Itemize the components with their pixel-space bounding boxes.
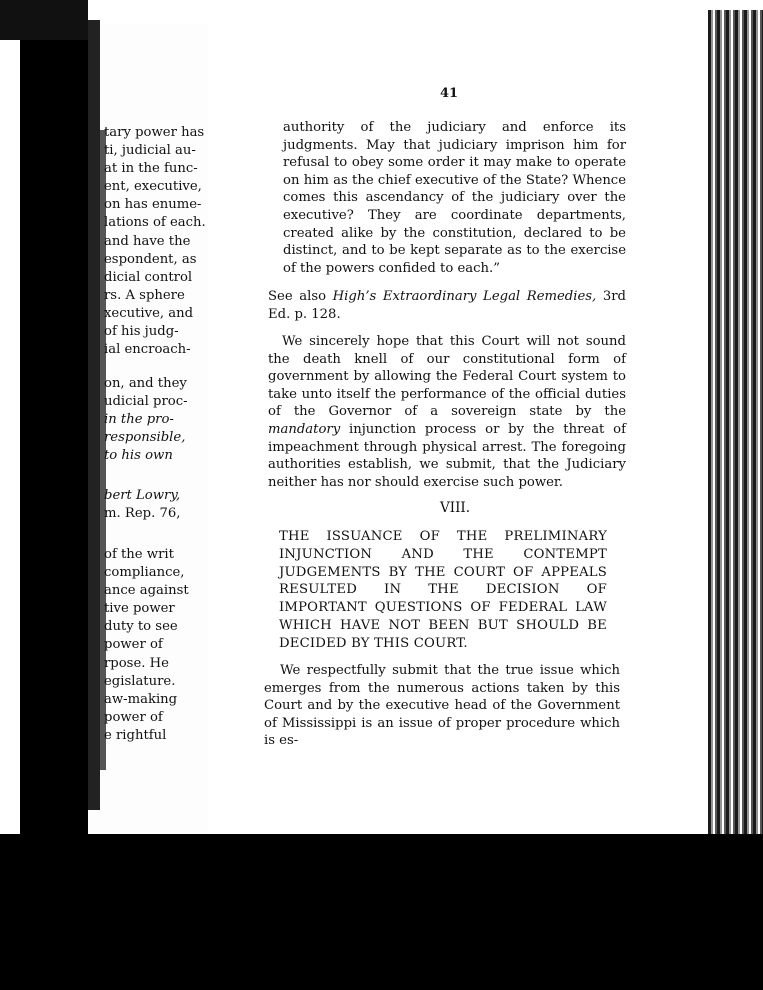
fragment-line: of the writ (104, 547, 174, 562)
facing-fragments-block-c (104, 487, 180, 523)
facing-fragments-block-b (104, 375, 188, 465)
para1-text-a: We sincerely hope that this Court will not sound the death knell of our constitutional form of government by allowing the Federal Court system to take unto itself the performance of the official duties of the Governor of a sovereign state by the (268, 334, 626, 420)
see-also-citation (268, 288, 626, 323)
see-also-title: High’s Extraordinary Legal Remedies, (332, 289, 597, 304)
fragment-line: on has enume- (104, 197, 202, 213)
scan-left-top (0, 0, 88, 40)
fragment-line: espondent, as (104, 251, 197, 267)
see-also-suffix: 3rd Ed. p. 128. (268, 289, 626, 322)
fragment-line: compliance, (104, 565, 185, 581)
fragment-line: on, and they (104, 376, 187, 391)
fragment-line: rpose. He (104, 655, 169, 671)
fragment-line: ti, judicial au- (104, 143, 196, 159)
fragment-line: lations of each. (104, 215, 206, 231)
para1-emphasis: mandatory (268, 421, 341, 437)
fragment-line: power of (104, 637, 163, 653)
fragment-line: ial encroach- (104, 342, 191, 358)
book-gutter (88, 20, 100, 810)
fragment-line: tive power (104, 601, 175, 617)
para1-text-b: injunction process or by the threat of impeachment through physical arrest. The foregoing authorities establish, we submit, that the Judiciary neither has nor should exercise such power. (268, 421, 626, 490)
fragment-line: m. Rep. 76, (104, 506, 181, 522)
fragment-line: udicial proc- (104, 394, 188, 410)
quote-paragraph: authority of the judiciary and enforce its judgments. May that judiciary imprison him for refusal to obey some order it may make to operate on him as the chief executive of the State? Whence comes this ascendancy of the judiciary over the executive? They are coordinate departments, created alike by the constitution, declared to be distinct, and to be kept separate as to the exercise of the powers confided to each.” (283, 120, 626, 276)
fragment-line: e rightful (104, 727, 167, 743)
fragment-line: bert Lowry, (104, 488, 181, 503)
fragment-line: power of (104, 709, 163, 725)
facing-fragments-block-d (104, 546, 189, 745)
fragment-line: at in the func- (104, 161, 198, 177)
section-heading: VIII. (440, 500, 471, 516)
section-title: THE ISSUANCE OF THE PRELIMINARY INJUNCTION AND THE CONTEMPT JUDGEMENTS BY THE COURT OF APPEALS RESULTED IN THE DECISION OF IMPORTANT QUESTIONS OF FEDERAL LAW WHICH HAVE NOT BEEN BUT SHOULD BE DECIDED BY THIS COURT. (279, 529, 607, 651)
fragment-line: responsible, (104, 430, 186, 446)
fragment-line: rs. A sphere (104, 287, 185, 303)
fragment-line: of his judg- (104, 324, 179, 340)
fragment-line: aw-making (104, 691, 178, 707)
fragment-line: in the pro- (104, 412, 174, 428)
fragment-line: duty to see (104, 619, 178, 635)
fragment-line: to his own (104, 448, 173, 464)
fragment-line: xecutive, and (104, 305, 194, 321)
fragment-line: ance against (104, 583, 189, 599)
fragment-line: and have the (104, 233, 191, 249)
fragment-line: dicial control (104, 269, 193, 285)
fragment-line: egislature. (104, 673, 176, 689)
page-number: 41 (440, 86, 459, 101)
body-paragraph-2: We respectfully submit that the true issue which emerges from the numerous actions taken by this Court and by the executive head of the Government of Mississippi is an issue of proper procedure which is es- (264, 663, 620, 749)
see-also-prefix: See also (268, 289, 327, 304)
scan-bottom-edge (0, 834, 763, 990)
fragment-line: ent, executive, (104, 179, 202, 195)
body-paragraph-1 (268, 333, 626, 491)
facing-fragments-block-a (104, 124, 206, 359)
fragment-line: tary power has (104, 125, 205, 140)
